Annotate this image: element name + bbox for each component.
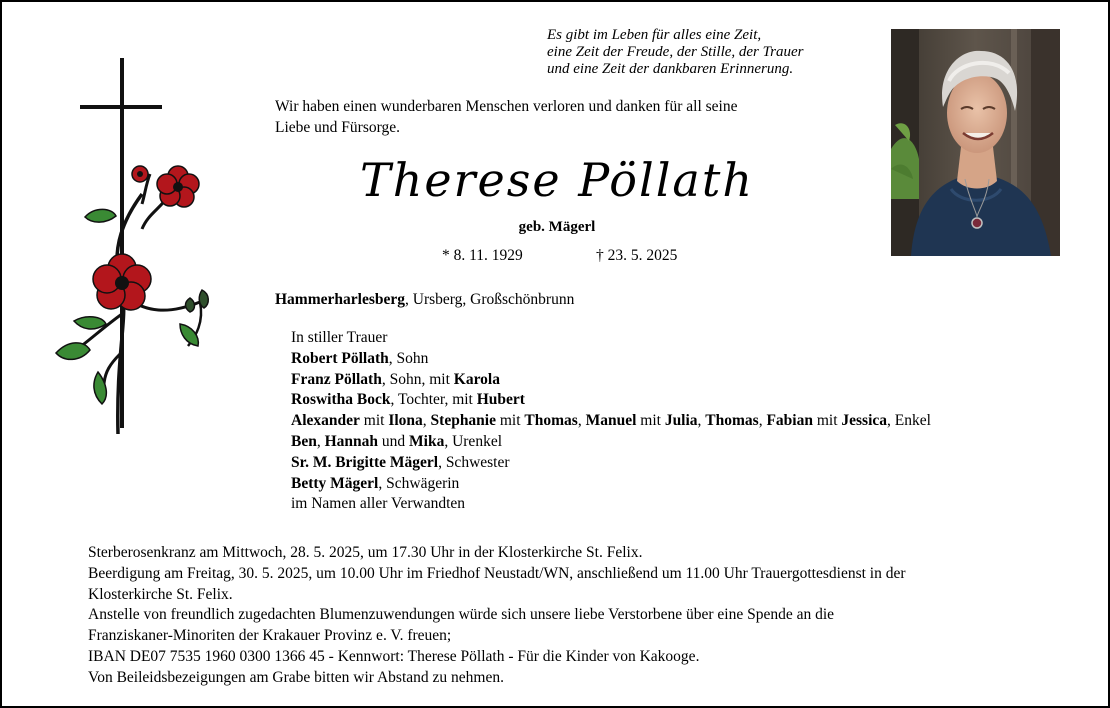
mourners-header: In stiller Trauer (291, 329, 388, 346)
mourner-name: Robert Pöllath (291, 349, 389, 367)
location-line (275, 290, 574, 310)
connector: mit (812, 412, 842, 430)
list-item-grandchildren (291, 411, 931, 432)
death-date: † 23. 5. 2025 (596, 247, 678, 264)
birth-name: geb. Mägerl (518, 219, 596, 235)
list-item (291, 453, 931, 474)
mourner-name: Hannah (324, 432, 379, 450)
mourners-list (291, 328, 931, 515)
connector: mit (359, 412, 389, 430)
mourner-name: Franz Pöllath (291, 370, 382, 388)
service-notice (88, 543, 1028, 689)
list-item (291, 370, 931, 391)
intro-line: Liebe und Fürsorge. (275, 119, 400, 136)
poem-line: eine Zeit der Freude, der Stille, der Trauer (547, 44, 804, 60)
notice-line: Klosterkirche St. Felix. (88, 585, 233, 603)
mourner-name: Ilona (388, 412, 423, 430)
mourner-relation: , Schwester (438, 453, 510, 471)
intro-text (275, 96, 737, 138)
mourner-relation: , Tochter, mit (390, 391, 477, 409)
poem (547, 27, 804, 78)
list-item (291, 390, 931, 411)
mourner-partner: Hubert (476, 391, 525, 409)
connector: mit (496, 412, 525, 430)
connector: , Urenkel (444, 432, 502, 450)
notice-line: Sterberosenkranz am Mittwoch, 28. 5. 2025, um 17.30 Uhr in der Klosterkirche St. Felix. (88, 544, 643, 561)
mourner-name: Alexander (291, 412, 360, 430)
mourner-name: Roswitha Bock (291, 391, 391, 409)
location-main: Hammerharlesberg (275, 291, 405, 308)
connector: mit (636, 412, 665, 430)
notice-line: Beerdigung am Freitag, 30. 5. 2025, um 10.00 Uhr im Friedhof Neustadt/WN, anschließend um 11.00 Uhr Trauergottesdienst in der (88, 564, 906, 582)
list-item (291, 474, 931, 495)
birth-date: * 8. 11. 1929 (442, 247, 523, 264)
mourner-relation: , Sohn (388, 349, 429, 367)
mourner-name: Jessica (841, 412, 888, 430)
cross-with-roses-illustration (50, 54, 220, 444)
poem-line: Es gibt im Leben für alles eine Zeit, (547, 27, 762, 43)
list-item-great-grandchildren (291, 432, 931, 453)
mourner-name: Mika (409, 432, 445, 450)
intro-line: Wir haben einen wunderbaren Menschen verloren und danken für all seine (275, 98, 738, 115)
connector: , (577, 412, 586, 430)
mourners-footer: im Namen aller Verwandten (291, 495, 466, 513)
poem-line: und eine Zeit der dankbaren Erinnerung. (547, 61, 794, 77)
list-item (291, 349, 931, 370)
mourner-name: Manuel (585, 412, 637, 430)
deceased-name: Therese Pöllath (360, 153, 754, 207)
notice-line: IBAN DE07 7535 1960 0300 1366 45 - Kennwort: Therese Pöllath - Für die Kinder von Kakooge. (88, 647, 700, 665)
mourner-name: Julia (664, 412, 698, 430)
mourner-name: Stephanie (430, 412, 496, 430)
location-rest: , Ursberg, Großschönbrunn (405, 291, 575, 308)
notice-line: Von Beileidsbezeigungen am Grabe bitten wir Abstand zu nehmen. (88, 668, 504, 686)
mourner-name: Ben (291, 432, 317, 450)
connector: , (422, 412, 431, 430)
notice-line: Franziskaner-Minoriten der Krakauer Provinz e. V. freuen; (88, 627, 452, 645)
mourner-partner: Karola (453, 370, 500, 388)
notice-line: Anstelle von freundlich zugedachten Blumenzuwendungen würde sich unsere liebe Verstorbene über eine Spende an die (88, 606, 835, 624)
mourner-name: Thomas (524, 412, 578, 430)
mourner-name: Betty Mägerl (291, 474, 379, 492)
mourner-relation: , Schwägerin (378, 474, 460, 492)
connector: , (697, 412, 706, 430)
connector: und (378, 432, 410, 450)
connector: , Enkel (887, 412, 931, 430)
mourner-relation: , Sohn, mit (381, 370, 454, 388)
mourner-name: Fabian (766, 412, 813, 430)
portrait-photo (891, 29, 1060, 256)
mourner-name: Sr. M. Brigitte Mägerl (291, 453, 439, 471)
connector: , (758, 412, 767, 430)
connector: , (316, 432, 325, 450)
mourner-name: Thomas (705, 412, 759, 430)
